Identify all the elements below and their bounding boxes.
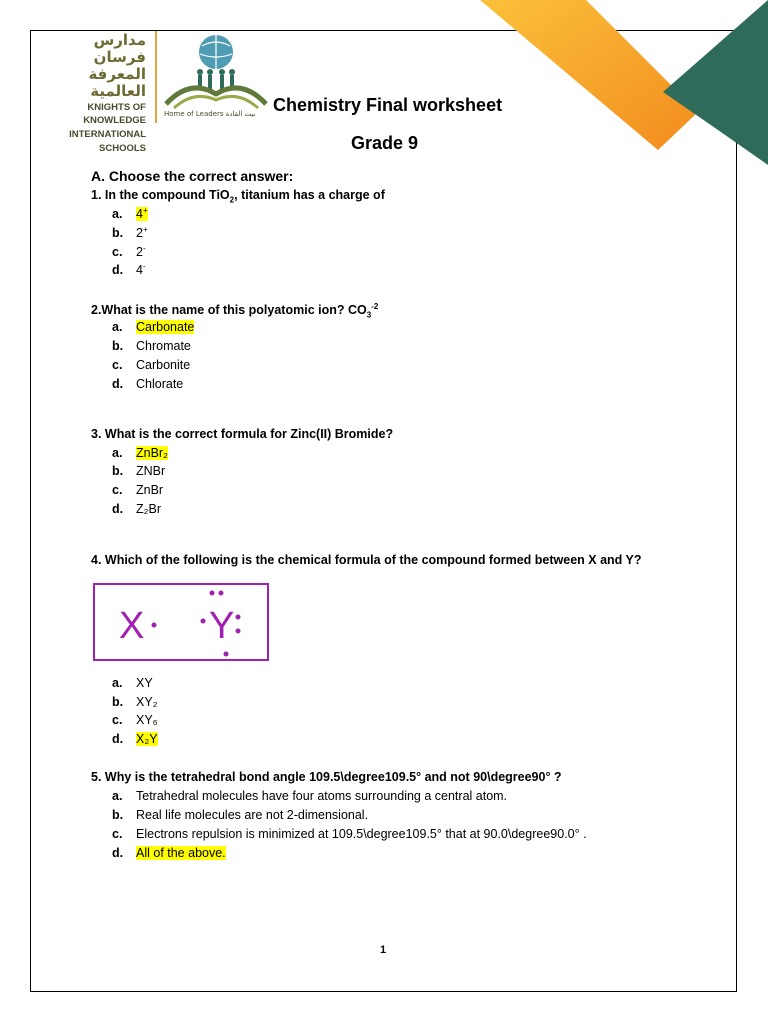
grade-label: Grade 9 (351, 133, 419, 153)
q1-option-b: b. 2+ (112, 225, 148, 241)
q1-option-c: c. 2- (112, 244, 146, 260)
q2-option-b: b. Chromate (112, 339, 191, 353)
y-dot-left (201, 619, 206, 624)
q4-option-b: b. XY₂ (112, 695, 158, 709)
school-name-en-2: INTERNATIONAL (69, 129, 146, 140)
q1-option-d: d. 4- (112, 262, 146, 278)
q2-option-a: a. Carbonate (112, 320, 195, 334)
school-name-ar-3: العالمية (90, 82, 146, 100)
y-dot-top-2 (219, 591, 224, 596)
q3-option-b: b. ZNBr (112, 464, 166, 478)
q5-option-c: c. Electrons repulsion is minimized at 109.5\degree109.5° that at 90.0\degree90.0° . (112, 827, 587, 841)
question-3: 3. What is the correct formula for Zinc(II) Bromide? (91, 427, 394, 441)
q4-option-c: c. XY₆ (112, 713, 158, 727)
y-dot-bottom (224, 652, 229, 657)
q4-option-d: d. X₂Y (112, 732, 158, 746)
q2-option-d: d. Chlorate (112, 377, 184, 391)
school-logo-text (34, 32, 146, 155)
q5-option-d: d. All of the above. (112, 846, 226, 860)
lewis-dot-diagram (93, 583, 269, 661)
corner-decoration (468, 0, 768, 170)
q5-option-b: b. Real life molecules are not 2-dimensional. (112, 808, 369, 822)
diagram-label-x: X (119, 605, 145, 647)
q1-option-a: a. 4+ (112, 206, 148, 222)
y-dot-right-2 (236, 629, 241, 634)
school-name-ar-2: فرسان المعرفة (88, 48, 146, 83)
school-name-en-3: SCHOOLS (99, 143, 146, 154)
y-dot-right-1 (236, 615, 241, 620)
y-dot-top-1 (210, 591, 215, 596)
q5-option-a: a. Tetrahedral molecules have four atoms surrounding a central atom. (112, 789, 508, 803)
question-1: 1. In the compound TiO$_2$, titanium has a charge of (91, 188, 385, 205)
page-number: 1 (380, 944, 387, 956)
q4-option-a: a. XY (112, 676, 153, 690)
section-heading: A. Choose the correct answer: (91, 168, 294, 184)
q3-option-a: a. ZnBr₂ (112, 446, 168, 460)
school-name-ar-1: مدارس (93, 31, 146, 49)
x-electron-dot (152, 623, 157, 628)
school-name-en-1: KNIGHTS OF KNOWLEDGE (83, 102, 146, 126)
q3-option-c: c. ZnBr (112, 483, 164, 497)
q3-option-d: d. Z₂Br (112, 502, 161, 516)
logo-divider (155, 31, 157, 123)
q2-option-c: c. Carbonite (112, 358, 191, 372)
worksheet-title: Chemistry Final worksheet (273, 95, 503, 115)
question-2: 2.What is the name of this polyatomic ion? $CO_3^{-2}$ (91, 302, 379, 320)
diagram-label-y: Y (209, 605, 235, 647)
school-motto: Home of Leaders بيت القادة (164, 110, 256, 118)
question-4: 4. Which of the following is the chemical formula of the compound formed between X and Y? (91, 553, 642, 567)
question-5: 5. Why is the tetrahedral bond angle 109.5\degree109.5° and not 90\degree90° ? (91, 770, 562, 784)
